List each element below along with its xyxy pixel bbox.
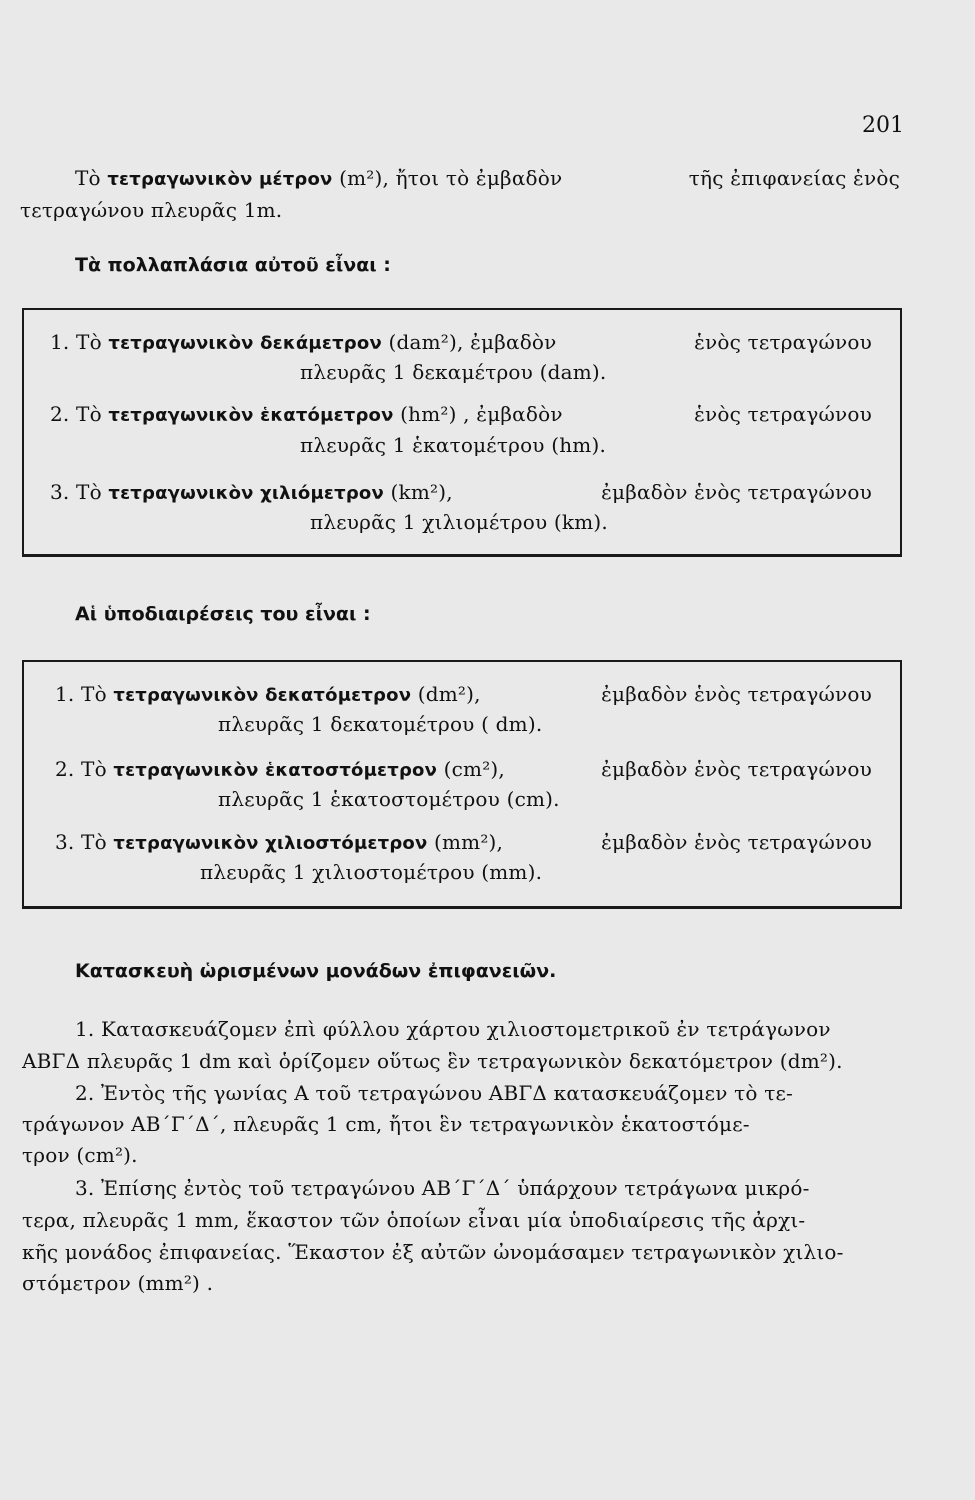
construction-heading: Κατασκευὴ ὡρισμένων μονάδων ἐπιφανειῶν. xyxy=(75,960,557,982)
intro-line-2: τετραγώνου πλευρᾶς 1m. xyxy=(20,198,283,222)
multiple-item-3: 3. Τὸ τετραγωνικὸν χιλιόμετρον (km²), ἐμβαδὸν ἑνὸς τετραγώνου xyxy=(50,480,872,504)
subdivision-item-3-line-2: πλευρᾶς 1 χιλιοστομέτρου (mm). xyxy=(200,860,543,884)
construction-p1-l2: ΑΒΓΔ πλευρᾶς 1 dm καὶ ὁρίζομεν οὕτως ἓν τετραγωνικὸν δεκατόμετρον (dm²). xyxy=(22,1049,843,1073)
construction-p2-l1: 2. Ἐντὸς τῆς γωνίας Α τοῦ τετραγώνου ΑΒΓΔ κατασκευάζομεν τὸ τε- xyxy=(75,1081,793,1105)
construction-p3-l2: τερα, πλευρᾶς 1 mm, ἕκαστον τῶν ὁποίων εἶναι μία ὑποδιαίρεσις τῆς ἀρχι- xyxy=(22,1208,806,1232)
multiple-item-1-line-2: πλευρᾶς 1 δεκαμέτρου (dam). xyxy=(300,360,607,384)
subdivision-item-2-line-2: πλευρᾶς 1 ἑκατοστομέτρου (cm). xyxy=(218,787,560,811)
page-number: 201 xyxy=(862,113,904,138)
multiple-item-1: 1. Τὸ τετραγωνικὸν δεκάμετρον (dam²), ἐμβαδὸν ἑνὸς τετραγώνου xyxy=(50,330,872,354)
subdivision-item-1-line-2: πλευρᾶς 1 δεκατομέτρου ( dm). xyxy=(218,712,543,736)
subdivision-item-3: 3. Τὸ τετραγωνικὸν χιλιοστόμετρον (mm²), ἐμβαδὸν ἑνὸς τετραγώνου xyxy=(55,830,872,854)
subdivision-item-2: 2. Τὸ τετραγωνικὸν ἑκατοστόμετρον (cm²), ἐμβαδὸν ἑνὸς τετραγώνου xyxy=(55,757,872,781)
term-square-meter: τετραγωνικὸν μέτρον xyxy=(107,169,333,190)
construction-p2-l3: τρον (cm²). xyxy=(22,1143,138,1167)
multiple-item-2-line-2: πλευρᾶς 1 ἑκατομέτρου (hm). xyxy=(300,433,607,457)
multiples-heading: Τὰ πολλαπλάσια αὐτοῦ εἶναι : xyxy=(75,254,391,276)
construction-p3-l3: κῆς μονάδος ἐπιφανείας. Ἕκαστον ἐξ αὐτῶν ὠνομάσαμεν τετραγωνικὸν χιλιο- xyxy=(22,1240,844,1264)
subdivisions-heading: Αἱ ὑποδιαιρέσεις του εἶναι : xyxy=(75,603,371,625)
construction-p1-l1: 1. Κατασκευάζομεν ἐπὶ φύλλου χάρτου χιλιοστομετρικοῦ ἐν τετράγωνον xyxy=(75,1017,831,1041)
subdivision-item-1: 1. Τὸ τετραγωνικὸν δεκατόμετρον (dm²), ἐμβαδὸν ἑνὸς τετραγώνου xyxy=(55,682,872,706)
construction-p3-l1: 3. Ἐπίσης ἐντὸς τοῦ τετραγώνου ΑΒ΄Γ΄Δ΄ ὑπάρχουν τετράγωνα μικρό- xyxy=(75,1176,810,1200)
multiple-item-2: 2. Τὸ τετραγωνικὸν ἑκατόμετρον (hm²) , ἐμβαδὸν ἑνὸς τετραγώνου xyxy=(50,402,872,426)
construction-p2-l2: τράγωνον ΑΒ΄Γ΄Δ΄, πλευρᾶς 1 cm, ἤτοι ἓν τετραγωνικὸν ἑκατοστόμε- xyxy=(22,1112,750,1136)
intro-line-1: Τὸ τετραγωνικὸν μέτρον (m²), ἤτοι τὸ ἐμβαδὸν τῆς ἐπιφανείας ἑνὸς xyxy=(75,166,900,190)
multiple-item-3-line-2: πλευρᾶς 1 χιλιομέτρου (km). xyxy=(310,510,608,534)
construction-p3-l4: στόμετρον (mm²) . xyxy=(22,1271,214,1295)
